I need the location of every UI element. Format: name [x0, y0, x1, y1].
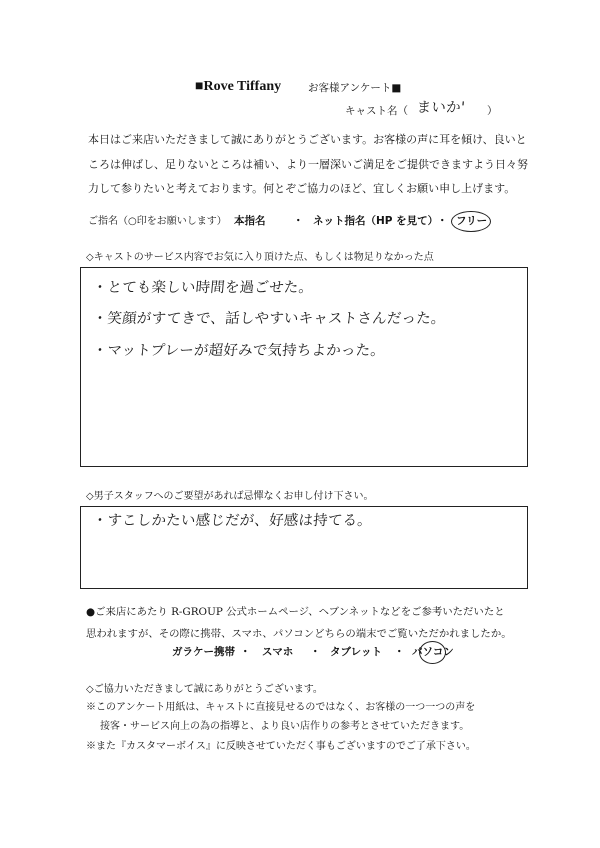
device-separator: ・: [310, 646, 321, 658]
device-option-smartphone: スマホ: [262, 646, 294, 658]
nomination-separator: ・: [293, 215, 304, 227]
footer-thanks: ◇ご協力いただきまして誠にありがとうございます。: [86, 684, 323, 695]
device-separator: ・: [240, 646, 251, 658]
device-separator: ・: [394, 646, 405, 658]
q1-answer-line: ・マットプレーが超好みで気持ちよかった。: [91, 343, 386, 359]
device-selection-circle: [419, 641, 446, 664]
brand-title: ■Rove Tiffany: [195, 79, 282, 94]
cast-name-close-paren: ）: [487, 105, 498, 117]
nomination-option-net: ネット指名（HP を見て）: [313, 215, 439, 227]
nomination-selection-circle: [451, 211, 491, 232]
footer-note: ※また『カスタマーボイス』に反映させていただく事もございますのでご了承下さい。: [86, 741, 476, 752]
nomination-option-free: フリー: [456, 215, 488, 227]
q1-answer-line: ・とても楽しい時間を過ごせた。: [91, 280, 314, 296]
nomination-option-honshimei: 本指名: [234, 215, 266, 227]
q3-prompt-line: ●ご来店にあたり R-GROUP 公式ホームページ、ヘブンネットなどをご参考いただいたと: [86, 606, 505, 618]
cast-name-label: キャスト名（: [345, 105, 408, 117]
q1-answer-line: ・笑顔がすてきで、話しやすいキャストさんだった。: [91, 311, 447, 327]
q3-prompt-line: 思われますが、その際に携帯、スマホ、パソコンどちらの端末でご覧いただかれましたか。: [86, 628, 512, 640]
nomination-separator: ・: [437, 215, 448, 227]
cast-name-handwritten: まいか': [415, 100, 466, 116]
nomination-label: ご指名（○印をお願いします）: [88, 216, 227, 227]
device-option-pc: パソコン: [412, 646, 454, 658]
intro-line: 本日はご来店いただきまして誠にありがとうございます。お客様の声に耳を傾け、良いと: [88, 133, 527, 146]
q2-prompt: ◇男子スタッフへのご要望があれば忌憚なくお申し付け下さい。: [86, 491, 374, 502]
footer-note: 接客・サービス向上の為の指導と、より良い店作りの参考とさせていただきます。: [100, 721, 470, 732]
q2-answer-line: ・すこしかたい感じだが、好感は持てる。: [91, 513, 373, 529]
footer-note: ※このアンケート用紙は、キャストに直接見せるのではなく、お客様の一つ一つの声を: [86, 702, 476, 713]
device-option-tablet: タブレット: [330, 646, 382, 658]
device-option-feature-phone: ガラケー携帯: [172, 646, 235, 658]
form-subtitle: お客様アンケート■: [308, 82, 402, 94]
intro-line: ころは伸ばし、足りないところは補い、より一層深いご満足をご提供できますよう日々努: [88, 158, 528, 171]
q1-answer-box: [80, 267, 528, 467]
q1-prompt: ◇キャストのサービス内容でお気に入り頂けた点、もしくは物足りなかった点: [86, 252, 434, 263]
intro-line: 力して参りたいと考えております。何とぞご協力のほど、宜しくお願い申し上げます。: [88, 182, 516, 195]
